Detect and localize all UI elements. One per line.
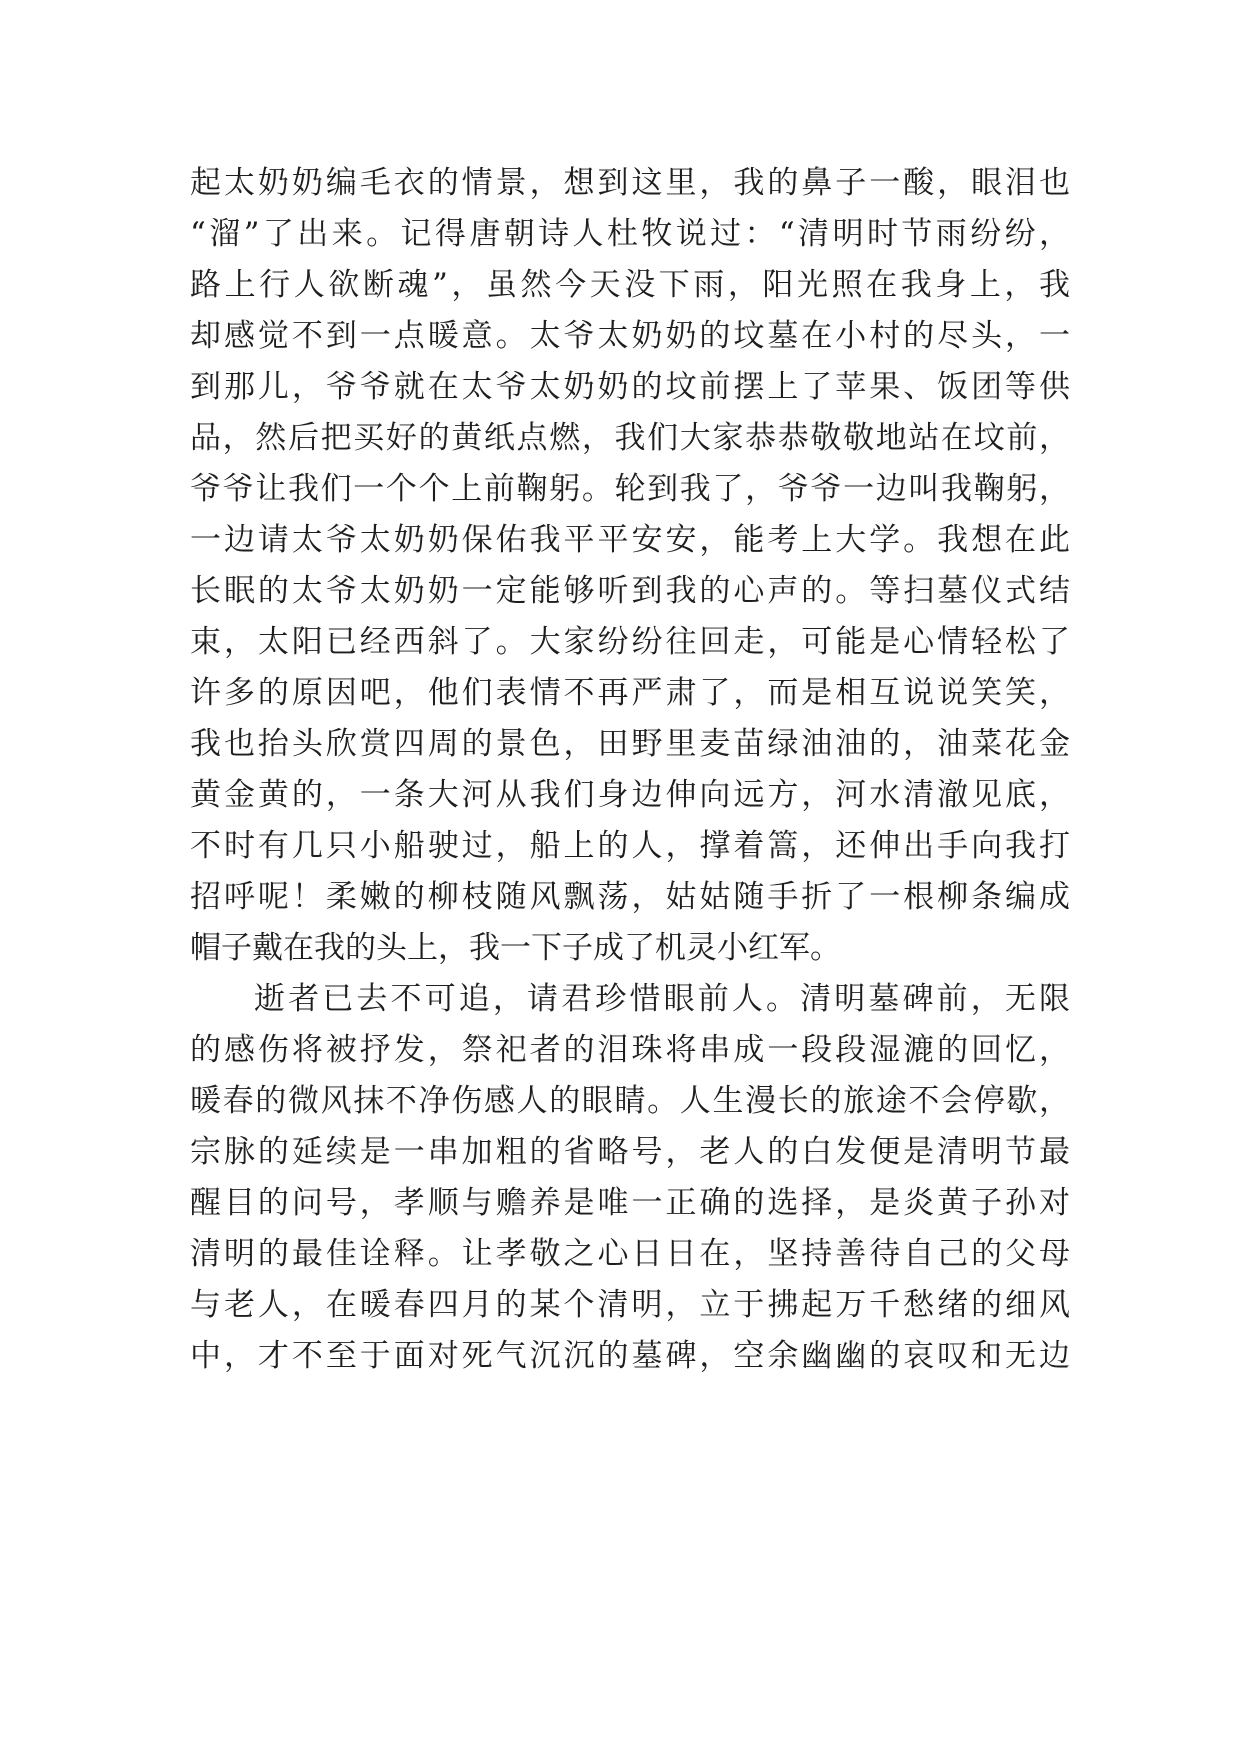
text-line: 起太奶奶编毛衣的情景，想到这里，我的鼻子一酸，眼泪也 [190, 165, 1070, 201]
text-line: 帽子戴在我的头上，我一下子成了机灵小红军。 [190, 930, 841, 966]
text-line: 品，然后把买好的黄纸点燃，我们大家恭恭敬敬地站在坟前， [190, 420, 1070, 456]
text-line: 招呼呢！柔嫩的柳枝随风飘荡，姑姑随手折了一根柳条编成 [190, 879, 1070, 915]
text-line: 长眠的太爷太奶奶一定能够听到我的心声的。等扫墓仪式结 [190, 573, 1070, 609]
text-line: 逝者已去不可追，请君珍惜眼前人。清明墓碑前，无限 [254, 981, 1070, 1017]
text-line: 醒目的问号，孝顺与赡养是唯一正确的选择，是炎黄子孙对 [190, 1185, 1070, 1221]
text-line: 中，才不至于面对死气沉沉的墓碑，空余幽幽的哀叹和无边 [190, 1338, 1070, 1374]
text-line: 宗脉的延续是一串加粗的省略号，老人的白发便是清明节最 [190, 1134, 1070, 1170]
text-line: 我也抬头欣赏四周的景色，田野里麦苗绿油油的，油菜花金 [190, 726, 1070, 762]
text-line: 到那儿，爷爷就在太爷太奶奶的坟前摆上了苹果、饭团等供 [190, 369, 1070, 405]
text-line: “溜”了出来。记得唐朝诗人杜牧说过：“清明时节雨纷纷， [190, 216, 1070, 252]
text-line: 清明的最佳诠释。让孝敬之心日日在，坚持善待自己的父母 [190, 1236, 1070, 1272]
paragraph-2 [190, 974, 1070, 1382]
text-line: 许多的原因吧，他们表情不再严肃了，而是相互说说笑笑， [190, 675, 1070, 711]
body-text [190, 158, 1070, 1382]
text-line: 黄金黄的，一条大河从我们身边伸向远方，河水清澈见底， [190, 777, 1070, 813]
text-line: 与老人，在暖春四月的某个清明，立于拂起万千愁绪的细风 [190, 1287, 1070, 1323]
text-line: 不时有几只小船驶过，船上的人，撑着篙，还伸出手向我打 [190, 828, 1070, 864]
text-line: 却感觉不到一点暖意。太爷太奶奶的坟墓在小村的尽头，一 [190, 318, 1070, 354]
text-line: 的感伤将被抒发，祭祀者的泪珠将串成一段段湿漉的回忆， [190, 1032, 1070, 1068]
paragraph-1 [190, 158, 1070, 974]
text-line: 一边请太爷太奶奶保佑我平平安安，能考上大学。我想在此 [190, 522, 1070, 558]
text-line: 暖春的微风抹不净伤感人的眼睛。人生漫长的旅途不会停歇， [190, 1083, 1070, 1119]
text-line: 束，太阳已经西斜了。大家纷纷往回走，可能是心情轻松了 [190, 624, 1070, 660]
text-line: 路上行人欲断魂”，虽然今天没下雨，阳光照在我身上，我 [190, 267, 1070, 303]
text-line: 爷爷让我们一个个上前鞠躬。轮到我了，爷爷一边叫我鞠躬， [190, 471, 1070, 507]
